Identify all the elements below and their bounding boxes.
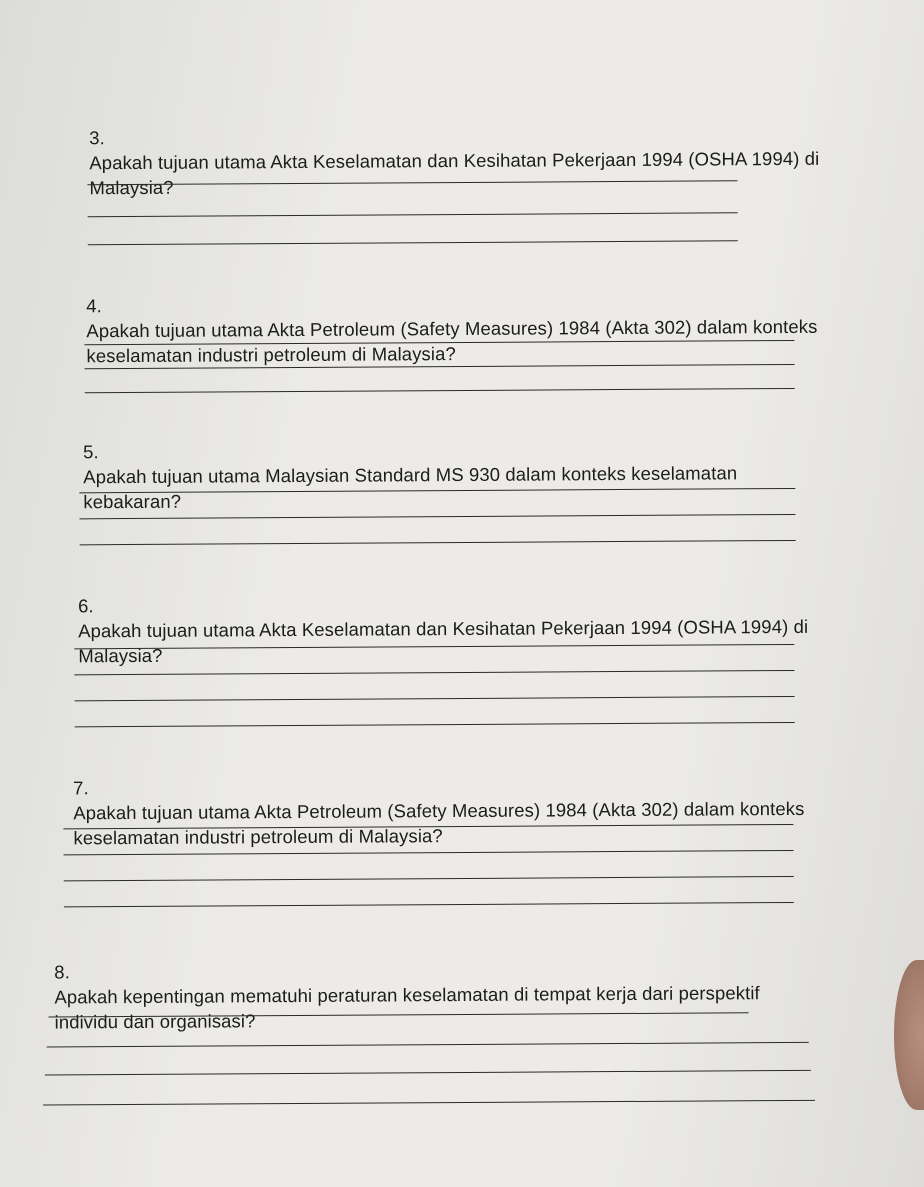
- question-7-body: Apakah tujuan utama Akta Petroleum (Safety Measures) 1984 (Akta 302) dalam konteks keselamatan industri petroleum di Malaysia?: [73, 797, 805, 849]
- question-4-text: [86, 263, 907, 368]
- answer-line[interactable]: [75, 696, 795, 701]
- question-6-body: Apakah tujuan utama Akta Keselamatan dan Kesihatan Pekerjaan 1994 (OSHA 1994) di Malaysia?: [78, 615, 809, 667]
- question-7-text: [73, 745, 894, 850]
- question-8-text: [54, 929, 875, 1034]
- question-4-number: 4.: [86, 295, 102, 317]
- answer-line[interactable]: [64, 876, 794, 881]
- answer-line[interactable]: [88, 212, 738, 217]
- answer-line[interactable]: [74, 670, 794, 675]
- question-5-text: [83, 409, 904, 514]
- answer-line[interactable]: [79, 514, 795, 519]
- answer-line[interactable]: [88, 240, 738, 245]
- question-5-body: Apakah tujuan utama Malaysian Standard MS 930 dalam konteks keselamatan kebakaran?: [83, 462, 738, 513]
- answer-line[interactable]: [75, 722, 795, 727]
- answer-line[interactable]: [64, 902, 794, 907]
- answer-line[interactable]: [43, 1100, 815, 1106]
- answer-line[interactable]: [80, 540, 796, 545]
- question-4-body: Apakah tujuan utama Akta Petroleum (Safety Measures) 1984 (Akta 302) dalam konteks keselamatan industri petroleum di Malaysia?: [86, 315, 818, 367]
- question-3-body: Apakah tujuan utama Akta Keselamatan dan Kesihatan Pekerjaan 1994 (OSHA 1994) di Malaysia?: [89, 147, 820, 199]
- question-3: [0, 0, 920, 199]
- question-8-body: Apakah kepentingan mematuhi peraturan keselamatan di tempat kerja dari perspektif individu dan organisasi?: [54, 982, 760, 1033]
- question-6-number: 6.: [77, 595, 94, 617]
- answer-line[interactable]: [45, 1070, 811, 1076]
- question-6-text: [78, 563, 899, 668]
- answer-line[interactable]: [47, 1042, 809, 1048]
- answer-line[interactable]: [85, 388, 795, 393]
- question-3-number: 3.: [89, 127, 105, 149]
- question-7-number: 7.: [73, 777, 89, 799]
- question-5-number: 5.: [83, 441, 99, 463]
- question-8-number: 8.: [54, 961, 70, 983]
- answer-line[interactable]: [64, 850, 794, 855]
